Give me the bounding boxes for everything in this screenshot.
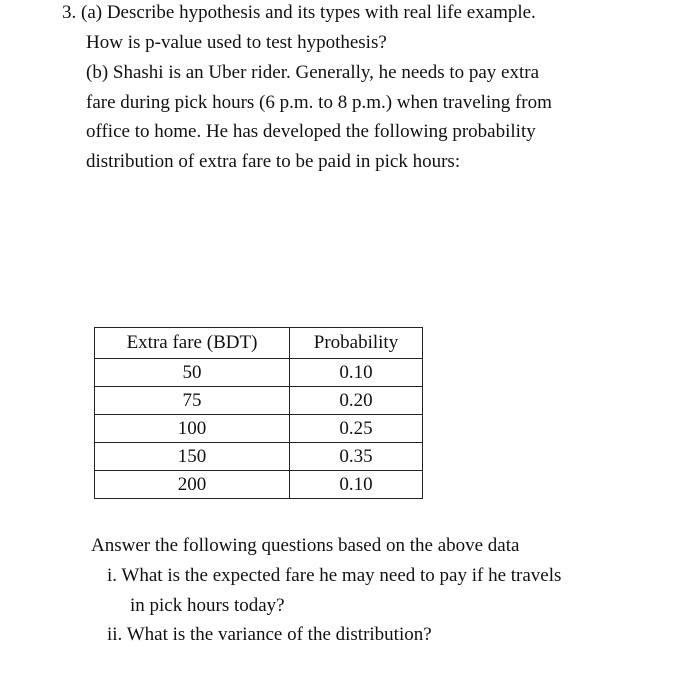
- subquestion-i-line-1: i. What is the expected fare he may need to pay if he travels: [107, 565, 562, 586]
- subquestion-i-line-2: in pick hours today?: [130, 595, 285, 616]
- fare-cell: 50: [95, 359, 290, 387]
- probability-cell: 0.10: [290, 359, 423, 387]
- fare-cell: 100: [95, 415, 290, 443]
- question-line-6: distribution of extra fare to be paid in pick hours:: [86, 151, 461, 172]
- table-row: [95, 443, 423, 471]
- probability-cell: 0.25: [290, 415, 423, 443]
- fare-cell: 150: [95, 443, 290, 471]
- subquestions-intro: Answer the following questions based on the above data: [91, 535, 520, 556]
- question-line-4: fare during pick hours (6 p.m. to 8 p.m.) when traveling from: [86, 92, 552, 113]
- header-probability: Probability: [290, 328, 423, 359]
- header-extra-fare: Extra fare (BDT): [95, 328, 290, 359]
- table-row: [95, 471, 423, 499]
- question-line-5: office to home. He has developed the following probability: [86, 121, 536, 142]
- probability-cell: 0.35: [290, 443, 423, 471]
- fare-cell: 75: [95, 387, 290, 415]
- subquestion-ii: ii. What is the variance of the distribution?: [107, 624, 432, 645]
- fare-probability-table: [94, 327, 423, 499]
- probability-cell: 0.20: [290, 387, 423, 415]
- question-line-3: (b) Shashi is an Uber rider. Generally, he needs to pay extra: [86, 62, 540, 83]
- question-line-1: 3. (a) Describe hypothesis and its types with real life example.: [62, 2, 536, 23]
- table-row: [95, 359, 423, 387]
- table-header-row: [95, 328, 423, 359]
- table-row: [95, 387, 423, 415]
- question-line-2: How is p-value used to test hypothesis?: [86, 32, 387, 53]
- probability-cell: 0.10: [290, 471, 423, 499]
- table-row: [95, 415, 423, 443]
- fare-cell: 200: [95, 471, 290, 499]
